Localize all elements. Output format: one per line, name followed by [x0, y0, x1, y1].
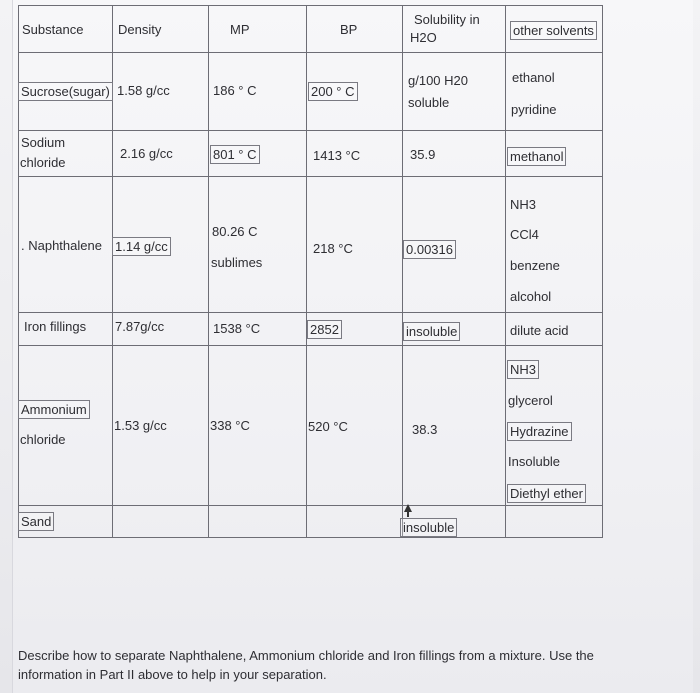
ammonium-chloride-solvent-5: Diethyl ether — [507, 484, 586, 503]
iron-substance: Iron fillings — [24, 319, 87, 334]
sucrose-substance: Sucrose(sugar) — [18, 82, 113, 101]
row-divider — [18, 345, 603, 346]
row-divider — [18, 130, 603, 131]
naphthalene-density: 1.14 g/cc — [112, 237, 171, 256]
column-divider — [505, 5, 506, 537]
header-bp: BP — [340, 22, 358, 37]
naphthalene-mp-line1: 80.26 C — [212, 224, 258, 239]
row-divider — [18, 176, 603, 177]
sodium-chloride-substance-line1: Sodium — [21, 135, 66, 150]
sand-substance: Sand — [18, 512, 54, 531]
ammonium-chloride-mp: 338 °C — [210, 418, 250, 433]
row-divider — [18, 52, 603, 53]
worksheet-page — [12, 0, 693, 693]
column-divider — [306, 5, 307, 537]
question-text: Describe how to separate Naphthalene, Ammonium chloride and Iron fillings from a mixture. Use the information in Part II above to help in your separation. — [18, 648, 594, 682]
row-divider — [18, 312, 603, 313]
ammonium-chloride-solvent-1: NH3 — [507, 360, 539, 379]
header-solubility-line2: H2O — [410, 30, 437, 45]
sucrose-bp: 200 ° C — [308, 82, 358, 101]
sodium-chloride-substance-line2: chloride — [20, 155, 66, 170]
arrow-stem — [407, 511, 409, 517]
iron-mp: 1538 °C — [213, 321, 261, 336]
naphthalene-substance: . Naphthalene — [21, 238, 102, 253]
table-border-top — [18, 5, 603, 6]
row-divider — [18, 505, 603, 506]
sodium-chloride-density: 2.16 g/cc — [120, 146, 173, 161]
sucrose-mp: 186 ° C — [213, 83, 257, 98]
table-border-right — [602, 5, 603, 537]
ammonium-chloride-substance-line2: chloride — [20, 432, 66, 447]
column-divider — [402, 5, 403, 537]
naphthalene-solvent-1: NH3 — [510, 197, 537, 212]
naphthalene-solubility: 0.00316 — [403, 240, 456, 259]
ammonium-chloride-solvent-3: Hydrazine — [507, 422, 572, 441]
sodium-chloride-mp: 801 ° C — [210, 145, 260, 164]
naphthalene-bp: 218 °C — [313, 241, 353, 256]
sucrose-solubility-line1: g/100 H20 — [408, 73, 468, 88]
ammonium-chloride-bp: 520 °C — [308, 419, 348, 434]
header-density: Density — [118, 22, 162, 37]
sucrose-solubility-line2: soluble — [408, 95, 450, 110]
iron-density: 7.87g/cc — [115, 319, 165, 334]
ammonium-chloride-solvent-2: glycerol — [508, 393, 553, 408]
header-solubility-line1: Solubility in — [414, 12, 480, 27]
iron-solvent-1: dilute acid — [510, 323, 569, 338]
ammonium-chloride-density: 1.53 g/cc — [114, 418, 167, 433]
ammonium-chloride-solubility: 38.3 — [412, 422, 438, 437]
ammonium-chloride-substance-line1: Ammonium — [18, 400, 90, 419]
header-other-solvents: other solvents — [510, 21, 597, 40]
sucrose-solvent-2: pyridine — [511, 102, 557, 117]
sodium-chloride-solubility: 35.9 — [410, 147, 436, 162]
ammonium-chloride-solvent-4: Insoluble — [508, 454, 561, 469]
naphthalene-solvent-4: alcohol — [510, 289, 552, 304]
naphthalene-solvent-3: benzene — [510, 258, 560, 273]
naphthalene-solvent-2: CCl4 — [510, 227, 539, 242]
column-divider — [208, 5, 209, 537]
table-border-bottom — [18, 537, 603, 538]
iron-bp: 2852 — [307, 320, 342, 339]
sand-solubility: insoluble — [400, 518, 457, 537]
naphthalene-mp-line2: sublimes — [211, 255, 263, 270]
iron-solubility: insoluble — [403, 322, 460, 341]
sodium-chloride-solvent-1: methanol — [507, 147, 566, 166]
sodium-chloride-bp: 1413 °C — [313, 148, 361, 163]
sucrose-solvent-1: ethanol — [512, 70, 555, 85]
header-mp: MP — [230, 22, 250, 37]
sucrose-density: 1.58 g/cc — [117, 83, 170, 98]
header-substance: Substance — [22, 22, 84, 37]
